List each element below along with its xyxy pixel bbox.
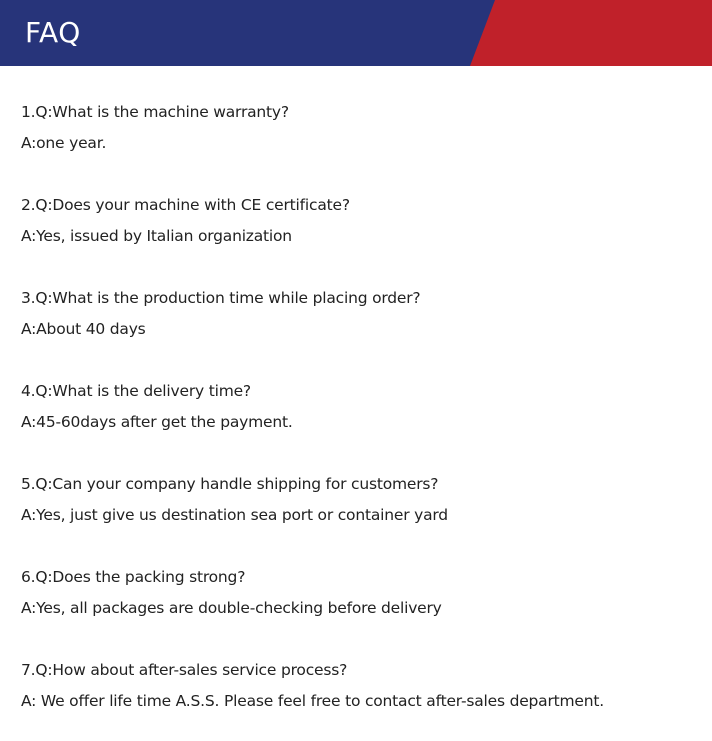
faq-question: 7.Q:How about after-sales service process? [21, 661, 348, 679]
faq-question: 5.Q:Can your company handle shipping for customers? [21, 475, 439, 493]
faq-answer: A:About 40 days [21, 320, 146, 338]
faq-answer: A:Yes, all packages are double-checking before delivery [21, 599, 442, 617]
faq-question: 4.Q:What is the delivery time? [21, 382, 251, 400]
faq-item-5 [21, 469, 701, 562]
faq-item-6 [21, 562, 701, 655]
faq-question: 2.Q:Does your machine with CE certificate? [21, 196, 350, 214]
faq-answer: A:45-60days after get the payment. [21, 413, 293, 431]
faq-item-4 [21, 376, 701, 469]
faq-item-3 [21, 283, 701, 376]
faq-header-banner [0, 0, 712, 66]
faq-question: 6.Q:Does the packing strong? [21, 568, 246, 586]
faq-answer: A:Yes, issued by Italian organization [21, 227, 292, 245]
faq-answer: A:one year. [21, 134, 107, 152]
page-title: FAQ [25, 16, 81, 49]
faq-question: 3.Q:What is the production time while placing order? [21, 289, 421, 307]
faq-answer: A:Yes, just give us destination sea port or container yard [21, 506, 448, 524]
faq-item-1 [21, 97, 701, 190]
faq-item-7 [21, 655, 701, 741]
faq-item-2 [21, 190, 701, 283]
faq-question: 1.Q:What is the machine warranty? [21, 103, 289, 121]
faq-answer: A: We offer life time A.S.S. Please feel free to contact after-sales department. [21, 692, 604, 710]
banner-blue-panel [0, 0, 712, 66]
faq-list [21, 97, 701, 741]
